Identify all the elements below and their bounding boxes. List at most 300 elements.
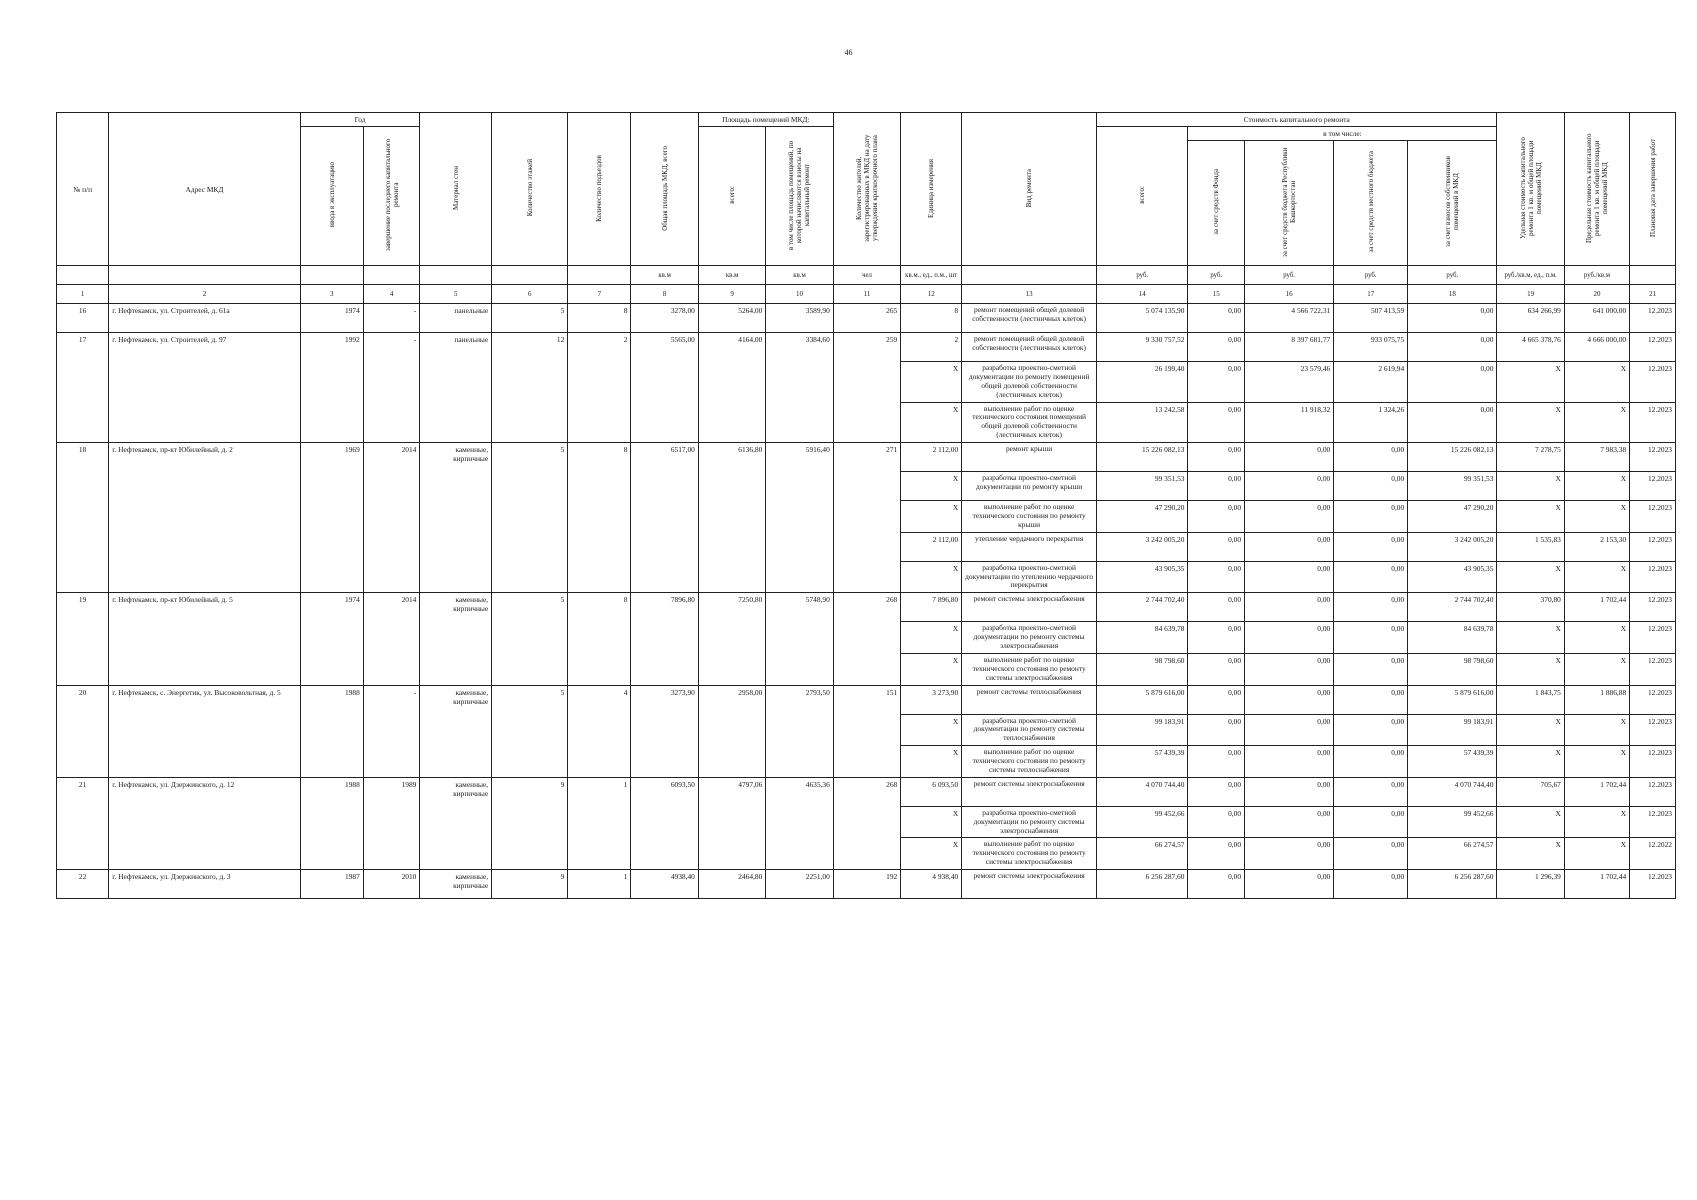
cell-lim: X (1564, 362, 1629, 403)
unit-cell: кв.м., ед., п.м., шт (901, 266, 962, 285)
cell-unit: X (901, 838, 962, 870)
cell-work: ремонт системы электроснабжения (962, 777, 1097, 806)
unit-cell: руб. (1245, 266, 1334, 285)
unit-cell (568, 266, 631, 285)
cell-lim: X (1564, 746, 1629, 778)
cell-date: 12.2023 (1630, 653, 1676, 685)
cell-total: 7896,80 (631, 593, 698, 685)
cell-fund: 0,00 (1188, 304, 1245, 333)
cell-fund: 0,00 (1188, 532, 1245, 561)
cell-own: 6 256 287,60 (1408, 870, 1497, 899)
cell-own: 0,00 (1408, 304, 1497, 333)
unit-cell: кв.м (766, 266, 833, 285)
cell-spec: 370,80 (1497, 593, 1564, 622)
cell-own: 47 290,20 (1408, 501, 1497, 533)
cell-spec: 1 296,39 (1497, 870, 1564, 899)
index-cell: 2 (109, 285, 300, 304)
cell-cost: 26 199,40 (1097, 362, 1188, 403)
cell-entrances: 2 (568, 333, 631, 443)
index-cell: 17 (1334, 285, 1408, 304)
col-total-area: Общая площадь МКД, всего (631, 113, 698, 266)
cell-loc: 0,00 (1334, 501, 1408, 533)
cell-total: 3278,00 (631, 304, 698, 333)
cell-lim: X (1564, 561, 1629, 593)
group-area: Площадь помещений МКД: (698, 113, 833, 127)
cell-cost: 99 183,91 (1097, 714, 1188, 746)
index-cell: 4 (363, 285, 420, 304)
unit-cell: руб. (1097, 266, 1188, 285)
cell-spec: X (1497, 362, 1564, 403)
cell-fund: 0,00 (1188, 593, 1245, 622)
cell-lim: 1 702,44 (1564, 777, 1629, 806)
col-date: Плановая дата завершения работ (1630, 113, 1676, 266)
col-fund: за счет средств Фонда (1188, 141, 1245, 266)
cell-built: 1988 (300, 685, 363, 777)
repair-plan-table (56, 112, 1676, 899)
cell-loc: 0,00 (1334, 806, 1408, 838)
index-cell: 6 (492, 285, 568, 304)
header-row-1 (57, 113, 1676, 127)
cell-own: 4 070 744,40 (1408, 777, 1497, 806)
cell-built: 1974 (300, 593, 363, 685)
cell-unit: X (901, 622, 962, 654)
cell-unit: X (901, 746, 962, 778)
subgroup-incl: в том числе: (1188, 127, 1497, 141)
cell-date: 12.2023 (1630, 685, 1676, 714)
cell-entrances: 8 (568, 304, 631, 333)
cell-lim: X (1564, 806, 1629, 838)
cell-lim: 1 702,44 (1564, 870, 1629, 899)
cell-own: 0,00 (1408, 333, 1497, 362)
cell-lim: X (1564, 472, 1629, 501)
cell-area: 2958,00 (698, 685, 765, 777)
unit-cell: руб. (1408, 266, 1497, 285)
cell-rep: 0,00 (1245, 685, 1334, 714)
cell-rep: 0,00 (1245, 714, 1334, 746)
cell-unit: X (901, 501, 962, 533)
cell-own: 2 744 702,40 (1408, 593, 1497, 622)
cell-cost: 84 639,78 (1097, 622, 1188, 654)
cell-wall: панельные (420, 333, 492, 443)
cell-fund: 0,00 (1188, 443, 1245, 472)
cell-cost: 5 879 616,00 (1097, 685, 1188, 714)
cell-own: 0,00 (1408, 362, 1497, 403)
cell-loc: 507 413,59 (1334, 304, 1408, 333)
col-republic: за счет средств бюджета Республики Башкортостан (1245, 141, 1334, 266)
cell-unit: 3 273,90 (901, 685, 962, 714)
cell-fund: 0,00 (1188, 362, 1245, 403)
cell-spec: 7 278,75 (1497, 443, 1564, 472)
cell-date: 12.2023 (1630, 532, 1676, 561)
cell-loc: 0,00 (1334, 443, 1408, 472)
table-row (57, 593, 1676, 622)
cell-spec: X (1497, 806, 1564, 838)
unit-cell (57, 266, 109, 285)
cell-work: ремонт системы электроснабжения (962, 593, 1097, 622)
col-area-incl: в том числе площадь помещений, по которой начисляются взносы на капитальный ремонт (766, 127, 833, 266)
cell-residents: 192 (833, 870, 900, 899)
cell-cost: 3 242 005,20 (1097, 532, 1188, 561)
cell-area: 2464,80 (698, 870, 765, 899)
cell-loc: 0,00 (1334, 472, 1408, 501)
cell-date: 12.2023 (1630, 472, 1676, 501)
cell-wall: панельные (420, 304, 492, 333)
cell-cost: 99 452,66 (1097, 806, 1188, 838)
cell-unit: X (901, 714, 962, 746)
cell-repair: - (363, 685, 420, 777)
cell-lim: X (1564, 714, 1629, 746)
cell-spec: X (1497, 561, 1564, 593)
cell-unit: X (901, 653, 962, 685)
cell-repair: 2014 (363, 443, 420, 593)
cell-spec: X (1497, 622, 1564, 654)
cell-residents: 268 (833, 593, 900, 685)
cell-fund: 0,00 (1188, 402, 1245, 443)
cell-fund: 0,00 (1188, 472, 1245, 501)
col-limit: Предельная стоимость капитального ремонта 1 кв. м общей площади помещений МКД (1564, 113, 1629, 266)
cell-address: г. Нефтекамск, ул. Строителей, д. 97 (109, 333, 300, 443)
index-cell: 14 (1097, 285, 1188, 304)
cell-spec: X (1497, 746, 1564, 778)
cell-date: 12.2023 (1630, 402, 1676, 443)
cell-spec: X (1497, 501, 1564, 533)
cell-cost: 2 744 702,40 (1097, 593, 1188, 622)
cell-rep: 11 918,32 (1245, 402, 1334, 443)
index-cell: 13 (962, 285, 1097, 304)
cell-unit: 4 938,40 (901, 870, 962, 899)
cell-loc: 0,00 (1334, 561, 1408, 593)
cell-spec: 705,67 (1497, 777, 1564, 806)
cell-own: 99 183,91 (1408, 714, 1497, 746)
col-floors: Количество этажей (492, 113, 568, 266)
cell-work: разработка проектно-сметной документации по ремонту системы электроснабжения (962, 622, 1097, 654)
unit-cell: кв.м (631, 266, 698, 285)
cell-floors: 12 (492, 333, 568, 443)
cell-cost: 57 439,39 (1097, 746, 1188, 778)
cell-unit: 2 112,00 (901, 532, 962, 561)
group-year: Год (300, 113, 420, 127)
cell-date: 12.2023 (1630, 561, 1676, 593)
col-cost-all: всего: (1097, 127, 1188, 266)
cell-total: 6093,50 (631, 777, 698, 869)
cell-lim: 641 000,00 (1564, 304, 1629, 333)
cell-work: разработка проектно-сметной документации по ремонту системы теплоснабжения (962, 714, 1097, 746)
cell-own: 57 439,39 (1408, 746, 1497, 778)
cell-loc: 933 075,75 (1334, 333, 1408, 362)
cell-residents: 259 (833, 333, 900, 443)
cell-cost: 66 274,57 (1097, 838, 1188, 870)
unit-cell (300, 266, 363, 285)
cell-address: г. Нефтекамск, с. Энергетик, ул. Высоковольтная, д. 5 (109, 685, 300, 777)
cell-address: г. Нефтекамск, ул. Дзержинского, д. 3 (109, 870, 300, 899)
cell-loc: 0,00 (1334, 685, 1408, 714)
cell-lim: 7 983,38 (1564, 443, 1629, 472)
col-wall: Материал стен (420, 113, 492, 266)
cell-floors: 5 (492, 304, 568, 333)
index-cell: 10 (766, 285, 833, 304)
cell-rep: 8 397 681,77 (1245, 333, 1334, 362)
cell-date: 12.2023 (1630, 806, 1676, 838)
cell-rep: 0,00 (1245, 806, 1334, 838)
cell-area-incl: 3384,60 (766, 333, 833, 443)
cell-entrances: 1 (568, 777, 631, 869)
cell-fund: 0,00 (1188, 746, 1245, 778)
index-cell: 8 (631, 285, 698, 304)
cell-entrances: 8 (568, 443, 631, 593)
cell-work: выполнение работ по оценке технического состояния по ремонту крыши (962, 501, 1097, 533)
index-cell: 12 (901, 285, 962, 304)
cell-area: 4164,00 (698, 333, 765, 443)
col-specific: Удельная стоимость капитального ремонта 1 кв. м общей площади помещений МКД (1497, 113, 1564, 266)
cell-floors: 5 (492, 593, 568, 685)
unit-cell (363, 266, 420, 285)
cell-lim: 4 666 000,00 (1564, 333, 1629, 362)
col-year-last-repair: завершение последнего капитального ремонта (363, 127, 420, 266)
cell-spec: X (1497, 838, 1564, 870)
cell-spec: 1 535,83 (1497, 532, 1564, 561)
cell-work: разработка проектно-сметной документации по ремонту помещений общей долевой собственности (лестничных клеток) (962, 362, 1097, 403)
col-residents: Количество жителей, зарегистрированных в МКД на дату утверждения краткосрочного плана (833, 113, 900, 266)
table-body (57, 304, 1676, 899)
cell-area-incl: 2251,00 (766, 870, 833, 899)
cell-rep: 0,00 (1245, 653, 1334, 685)
cell-own: 15 226 082,13 (1408, 443, 1497, 472)
cell-num: 20 (57, 685, 109, 777)
cell-date: 12.2023 (1630, 362, 1676, 403)
cell-area: 6136,80 (698, 443, 765, 593)
cell-lim: X (1564, 622, 1629, 654)
cell-loc: 0,00 (1334, 714, 1408, 746)
col-area-all: всего: (698, 127, 765, 266)
cell-built: 1988 (300, 777, 363, 869)
cell-lim: X (1564, 501, 1629, 533)
cell-address: г. Нефтекамск, пр-кт Юбилейный, д. 2 (109, 443, 300, 593)
cell-fund: 0,00 (1188, 777, 1245, 806)
cell-fund: 0,00 (1188, 714, 1245, 746)
cell-cost: 15 226 082,13 (1097, 443, 1188, 472)
cell-area-incl: 5748,90 (766, 593, 833, 685)
cell-fund: 0,00 (1188, 561, 1245, 593)
cell-date: 12.2023 (1630, 333, 1676, 362)
cell-cost: 5 074 135,90 (1097, 304, 1188, 333)
unit-cell (420, 266, 492, 285)
index-cell: 18 (1408, 285, 1497, 304)
cell-spec: X (1497, 402, 1564, 443)
cell-unit: 7 896,80 (901, 593, 962, 622)
cell-cost: 4 070 744,40 (1097, 777, 1188, 806)
cell-cost: 6 256 287,60 (1097, 870, 1188, 899)
cell-date: 12.2023 (1630, 304, 1676, 333)
cell-date: 12.2023 (1630, 870, 1676, 899)
cell-repair: - (363, 304, 420, 333)
col-unit: Единица измерения (901, 113, 962, 266)
cell-lim: 1 702,44 (1564, 593, 1629, 622)
cell-rep: 0,00 (1245, 593, 1334, 622)
cell-loc: 0,00 (1334, 593, 1408, 622)
cell-work: ремонт помещений общей долевой собственности (лестничных клеток) (962, 304, 1097, 333)
cell-own: 84 639,78 (1408, 622, 1497, 654)
index-cell: 11 (833, 285, 900, 304)
cell-lim: 2 153,30 (1564, 532, 1629, 561)
cell-repair: 1989 (363, 777, 420, 869)
cell-own: 99 452,66 (1408, 806, 1497, 838)
cell-rep: 0,00 (1245, 472, 1334, 501)
cell-date: 12.2023 (1630, 777, 1676, 806)
index-cell: 1 (57, 285, 109, 304)
cell-area-incl: 3589,90 (766, 304, 833, 333)
unit-cell: руб./кв.м (1564, 266, 1629, 285)
cell-own: 5 879 616,00 (1408, 685, 1497, 714)
cell-spec: X (1497, 472, 1564, 501)
cell-entrances: 1 (568, 870, 631, 899)
cell-residents: 268 (833, 777, 900, 869)
cell-unit: X (901, 362, 962, 403)
cell-built: 1992 (300, 333, 363, 443)
index-row (57, 285, 1676, 304)
cell-work: разработка проектно-сметной документации по ремонту системы электроснабжения (962, 806, 1097, 838)
cell-spec: X (1497, 653, 1564, 685)
cell-repair: 2010 (363, 870, 420, 899)
cell-residents: 151 (833, 685, 900, 777)
cell-rep: 0,00 (1245, 777, 1334, 806)
cell-work: выполнение работ по оценке технического состояния по ремонту системы электроснабжения (962, 838, 1097, 870)
table-row (57, 870, 1676, 899)
cell-wall: каменные, кирпичные (420, 685, 492, 777)
table-row (57, 304, 1676, 333)
cell-loc: 0,00 (1334, 870, 1408, 899)
cell-date: 12.2023 (1630, 501, 1676, 533)
cell-unit: X (901, 806, 962, 838)
cell-rep: 4 566 722,31 (1245, 304, 1334, 333)
table-row (57, 685, 1676, 714)
cell-date: 12.2023 (1630, 443, 1676, 472)
cell-fund: 0,00 (1188, 806, 1245, 838)
unit-cell (109, 266, 300, 285)
col-address: Адрес МКД (109, 113, 300, 266)
cell-rep: 0,00 (1245, 746, 1334, 778)
cell-date: 12.2023 (1630, 714, 1676, 746)
cell-rep: 0,00 (1245, 622, 1334, 654)
cell-fund: 0,00 (1188, 501, 1245, 533)
cell-area-incl: 2793,50 (766, 685, 833, 777)
col-local: за счет средств местного бюджета (1334, 141, 1408, 266)
cell-date: 12.2023 (1630, 593, 1676, 622)
page-number: 46 (844, 48, 853, 57)
cell-lim: 1 886,88 (1564, 685, 1629, 714)
index-cell: 16 (1245, 285, 1334, 304)
cell-date: 12.2022 (1630, 838, 1676, 870)
cell-residents: 265 (833, 304, 900, 333)
cell-loc: 0,00 (1334, 838, 1408, 870)
cell-floors: 9 (492, 777, 568, 869)
cell-address: г. Нефтекамск, ул. Дзержинского, д. 12 (109, 777, 300, 869)
cell-spec: 1 843,75 (1497, 685, 1564, 714)
cell-wall: каменные, кирпичные (420, 777, 492, 869)
cell-total: 3273,90 (631, 685, 698, 777)
table-row (57, 777, 1676, 806)
unit-cell: чел (833, 266, 900, 285)
cell-date: 12.2023 (1630, 746, 1676, 778)
cell-unit: 8 (901, 304, 962, 333)
cell-unit: 2 112,00 (901, 443, 962, 472)
cell-rep: 0,00 (1245, 501, 1334, 533)
cell-floors: 5 (492, 443, 568, 593)
cell-area: 5264,00 (698, 304, 765, 333)
cell-wall: каменные, кирпичные (420, 593, 492, 685)
index-cell: 20 (1564, 285, 1629, 304)
cell-lim: X (1564, 838, 1629, 870)
cell-entrances: 8 (568, 593, 631, 685)
cell-fund: 0,00 (1188, 870, 1245, 899)
cell-num: 17 (57, 333, 109, 443)
unit-cell: кв.м (698, 266, 765, 285)
cell-unit: 6 093,50 (901, 777, 962, 806)
cell-cost: 99 351,53 (1097, 472, 1188, 501)
cell-area-incl: 4635,36 (766, 777, 833, 869)
cell-fund: 0,00 (1188, 333, 1245, 362)
cell-address: г. Нефтекамск, пр-кт Юбилейный, д. 5 (109, 593, 300, 685)
cell-loc: 0,00 (1334, 622, 1408, 654)
cell-total: 6517,00 (631, 443, 698, 593)
cell-work: ремонт системы электроснабжения (962, 870, 1097, 899)
cell-floors: 9 (492, 870, 568, 899)
col-entrances: Количество подъездов (568, 113, 631, 266)
table-row (57, 443, 1676, 472)
cell-own: 98 798,60 (1408, 653, 1497, 685)
cell-rep: 0,00 (1245, 561, 1334, 593)
cell-area: 7250,80 (698, 593, 765, 685)
cell-work: разработка проектно-сметной документации по ремонту крыши (962, 472, 1097, 501)
cell-work: ремонт системы теплоснабжения (962, 685, 1097, 714)
cell-total: 4938,40 (631, 870, 698, 899)
cell-work: разработка проектно-сметной документации по утеплению чердачного перекрытия (962, 561, 1097, 593)
cell-rep: 23 579,46 (1245, 362, 1334, 403)
unit-cell: руб./кв.м, ед., п.м. (1497, 266, 1564, 285)
cell-unit: 2 (901, 333, 962, 362)
cell-num: 16 (57, 304, 109, 333)
cell-work: ремонт крыши (962, 443, 1097, 472)
cell-rep: 0,00 (1245, 532, 1334, 561)
cell-unit: X (901, 472, 962, 501)
cell-fund: 0,00 (1188, 838, 1245, 870)
cell-built: 1987 (300, 870, 363, 899)
unit-cell (492, 266, 568, 285)
cell-loc: 0,00 (1334, 746, 1408, 778)
cell-work: ремонт помещений общей долевой собственности (лестничных клеток) (962, 333, 1097, 362)
index-cell: 21 (1630, 285, 1676, 304)
index-cell: 19 (1497, 285, 1564, 304)
cell-spec: X (1497, 714, 1564, 746)
cell-date: 12.2023 (1630, 622, 1676, 654)
cell-spec: 634 266,99 (1497, 304, 1564, 333)
cell-fund: 0,00 (1188, 622, 1245, 654)
cell-loc: 0,00 (1334, 653, 1408, 685)
cell-unit: X (901, 402, 962, 443)
cell-rep: 0,00 (1245, 870, 1334, 899)
col-year-built: ввода в эксплуатацию (300, 127, 363, 266)
cell-num: 18 (57, 443, 109, 593)
units-row (57, 266, 1676, 285)
cell-floors: 5 (492, 685, 568, 777)
cell-lim: X (1564, 653, 1629, 685)
cell-own: 99 351,53 (1408, 472, 1497, 501)
cell-repair: 2014 (363, 593, 420, 685)
cell-num: 21 (57, 777, 109, 869)
cell-num: 22 (57, 870, 109, 899)
unit-cell (1630, 266, 1676, 285)
index-cell: 3 (300, 285, 363, 304)
cell-own: 0,00 (1408, 402, 1497, 443)
